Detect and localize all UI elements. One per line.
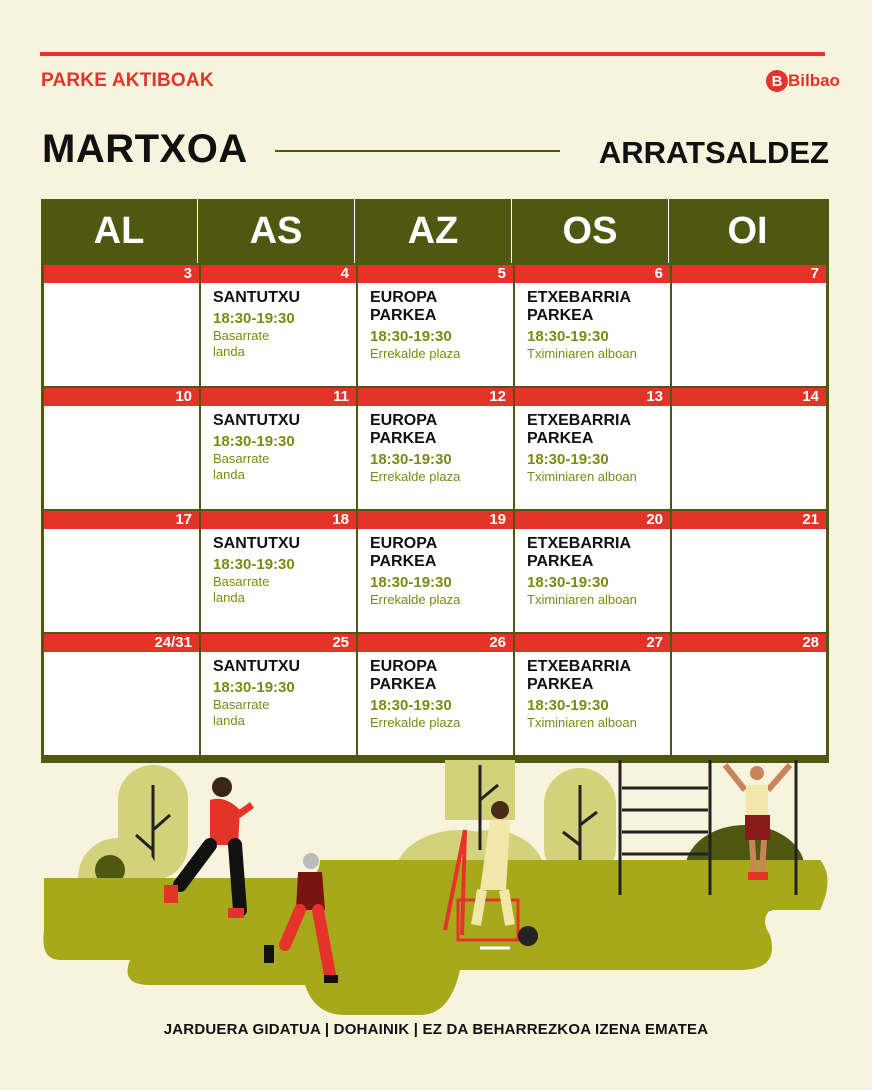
month-title: MARTXOA bbox=[42, 127, 248, 171]
event-info bbox=[370, 412, 460, 485]
date-number: 21 bbox=[672, 511, 826, 529]
event-time: 18:30-19:30 bbox=[527, 574, 609, 591]
calendar-cell bbox=[201, 634, 356, 755]
event-location: Basarrate landa bbox=[213, 574, 270, 605]
logo-mark-icon: B bbox=[766, 70, 788, 92]
event-time: 18:30-19:30 bbox=[213, 679, 295, 696]
calendar-cell bbox=[201, 388, 356, 509]
calendar-cell bbox=[358, 265, 513, 386]
date-number: 3 bbox=[44, 265, 199, 283]
event-time: 18:30-19:30 bbox=[213, 310, 295, 327]
bilbao-logo bbox=[766, 68, 840, 94]
date-number: 18 bbox=[201, 511, 356, 529]
event-time: 18:30-19:30 bbox=[370, 328, 452, 345]
calendar-cell bbox=[672, 265, 826, 386]
event-location: Basarrate landa bbox=[213, 451, 270, 482]
date-number: 11 bbox=[201, 388, 356, 406]
event-time: 18:30-19:30 bbox=[527, 328, 609, 345]
event-time: 18:30-19:30 bbox=[370, 451, 452, 468]
brand-title: PARKE AKTIBOAK bbox=[41, 70, 214, 91]
event-location: Tximiniaren alboan bbox=[527, 592, 637, 607]
event-info bbox=[527, 658, 637, 731]
event-location: Tximiniaren alboan bbox=[527, 715, 637, 730]
date-number: 24/31 bbox=[44, 634, 199, 652]
event-location: Basarrate landa bbox=[213, 328, 270, 359]
event-place: SANTUTXU bbox=[213, 289, 301, 306]
footer-info: JARDUERA GIDATUA | DOHAINIK | EZ DA BEHARREZKOA IZENA EMATEA bbox=[163, 1021, 709, 1038]
date-number: 10 bbox=[44, 388, 199, 406]
day-header-oi: OI bbox=[669, 199, 826, 263]
event-place: EUROPA PARKEA bbox=[370, 535, 438, 570]
calendar-cell bbox=[515, 511, 670, 632]
date-number: 25 bbox=[201, 634, 356, 652]
event-location: Errekalde plaza bbox=[370, 715, 461, 730]
event-time: 18:30-19:30 bbox=[213, 556, 295, 573]
event-info bbox=[527, 412, 637, 485]
date-number: 26 bbox=[358, 634, 513, 652]
event-info bbox=[213, 535, 300, 606]
event-info bbox=[527, 535, 637, 608]
day-header-az: AZ bbox=[355, 199, 513, 263]
calendar-cell bbox=[515, 265, 670, 386]
event-place: SANTUTXU bbox=[213, 658, 301, 675]
event-time: 18:30-19:30 bbox=[527, 451, 609, 468]
date-number: 4 bbox=[201, 265, 356, 283]
day-header-as: AS bbox=[198, 199, 356, 263]
event-time: 18:30-19:30 bbox=[370, 697, 452, 714]
calendar-cell bbox=[201, 511, 356, 632]
date-number: 19 bbox=[358, 511, 513, 529]
event-place: EUROPA PARKEA bbox=[370, 412, 438, 447]
event-location: Errekalde plaza bbox=[370, 469, 461, 484]
date-number: 12 bbox=[358, 388, 513, 406]
event-location: Tximiniaren alboan bbox=[527, 469, 637, 484]
event-time: 18:30-19:30 bbox=[370, 574, 452, 591]
calendar-cell bbox=[515, 388, 670, 509]
event-place: ETXEBARRIA PARKEA bbox=[527, 658, 632, 693]
event-info bbox=[370, 658, 460, 731]
title-divider bbox=[275, 150, 560, 152]
date-number: 14 bbox=[672, 388, 826, 406]
calendar-cell bbox=[358, 634, 513, 755]
event-location: Tximiniaren alboan bbox=[527, 346, 637, 361]
calendar-cell bbox=[672, 511, 826, 632]
logo-text: Bilbao bbox=[788, 71, 840, 90]
event-info bbox=[213, 289, 300, 360]
calendar-cell bbox=[201, 265, 356, 386]
date-number: 17 bbox=[44, 511, 199, 529]
calendar-cell bbox=[672, 388, 826, 509]
calendar-cell bbox=[44, 388, 199, 509]
event-info bbox=[213, 658, 300, 729]
date-number: 6 bbox=[515, 265, 670, 283]
event-location: Errekalde plaza bbox=[370, 592, 461, 607]
calendar-cell bbox=[358, 511, 513, 632]
date-number: 27 bbox=[515, 634, 670, 652]
date-number: 20 bbox=[515, 511, 670, 529]
calendar-cell bbox=[515, 634, 670, 755]
event-time: 18:30-19:30 bbox=[527, 697, 609, 714]
event-info bbox=[370, 535, 460, 608]
event-time: 18:30-19:30 bbox=[213, 433, 295, 450]
park-illustration bbox=[0, 760, 872, 1020]
date-number: 5 bbox=[358, 265, 513, 283]
calendar-cell bbox=[44, 511, 199, 632]
day-header-os: OS bbox=[512, 199, 670, 263]
calendar-cell bbox=[672, 634, 826, 755]
event-place: ETXEBARRIA PARKEA bbox=[527, 535, 632, 570]
calendar-grid bbox=[41, 199, 829, 763]
event-info bbox=[370, 289, 460, 362]
day-header-al: AL bbox=[41, 199, 199, 263]
event-place: SANTUTXU bbox=[213, 412, 301, 429]
date-number: 13 bbox=[515, 388, 670, 406]
event-place: EUROPA PARKEA bbox=[370, 658, 438, 693]
top-accent-line bbox=[40, 52, 825, 56]
event-info bbox=[527, 289, 637, 362]
event-place: SANTUTXU bbox=[213, 535, 301, 552]
date-number: 28 bbox=[672, 634, 826, 652]
period-label: ARRATSALDEZ bbox=[598, 135, 829, 170]
calendar-cell bbox=[44, 634, 199, 755]
date-number: 7 bbox=[672, 265, 826, 283]
calendar-cell bbox=[44, 265, 199, 386]
event-location: Errekalde plaza bbox=[370, 346, 461, 361]
calendar-cell bbox=[358, 388, 513, 509]
event-location: Basarrate landa bbox=[213, 697, 270, 728]
event-place: ETXEBARRIA PARKEA bbox=[527, 289, 632, 324]
event-place: ETXEBARRIA PARKEA bbox=[527, 412, 632, 447]
event-info bbox=[213, 412, 300, 483]
event-place: EUROPA PARKEA bbox=[370, 289, 438, 324]
